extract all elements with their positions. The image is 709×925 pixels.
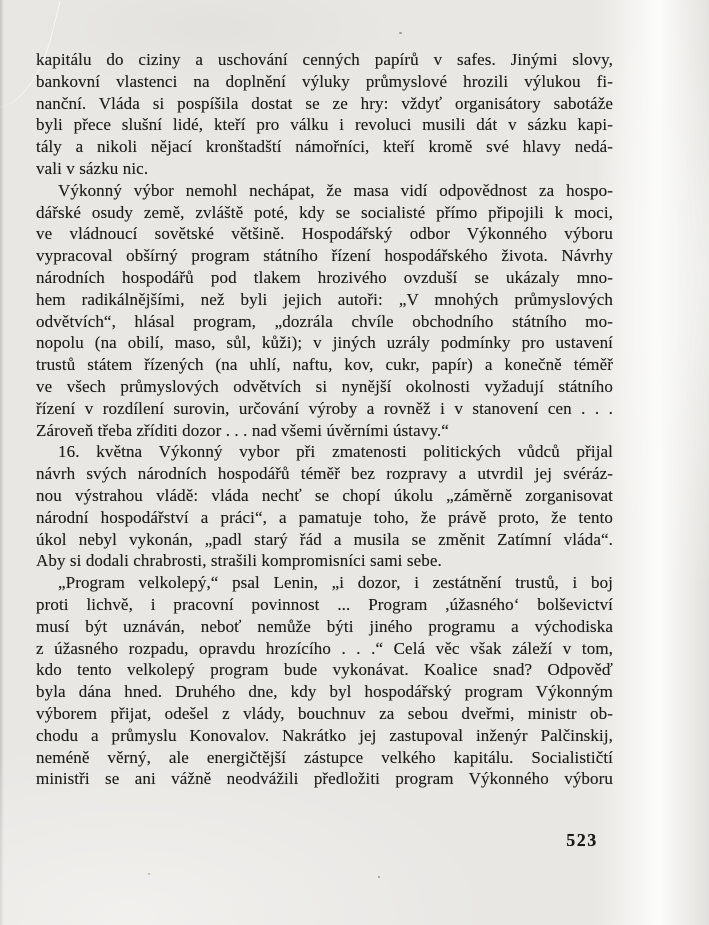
text-line: nou výstrahou vládě: vláda nechť se chopí úkolu „záměrně zorganisovat <box>36 485 613 505</box>
text-line: národní hospodářství a práci“, a pamatuje toho, že právě proto, že tento <box>36 507 613 527</box>
text-line: kdo tento velkolepý program bude vykonávat. Koalice snad? Odpověď <box>36 660 613 680</box>
text-line: Aby si dodali chrabrosti, strašili kompromisníci sami sebe. <box>36 551 442 571</box>
text-line: kapitálu do ciziny a uschování cenných papírů v safes. Jinými slovy, <box>36 50 613 69</box>
text-line: 16. května Výkonný vybor při zmatenosti politických vůdců přijal <box>58 442 613 462</box>
paper-speck <box>378 876 380 878</box>
text-line: proti lichvě, i pracovní povinnost ... Program ,úžasného‘ bolševictví <box>36 594 613 614</box>
text-line: dářské osudy země, zvláště poté, kdy se socialisté přímo připojili k moci, <box>36 202 613 222</box>
text-line: vali v sázku nic. <box>36 158 149 178</box>
paper-speck <box>148 873 150 875</box>
text-block <box>36 49 613 790</box>
text-line: trustů státem řízených (na uhlí, naftu, kov, cukr, papír) a konečně téměř <box>36 355 613 375</box>
text-line: odvětvích“, hlásal program, „dozrála chvíle obchodního státního mo- <box>36 311 613 331</box>
text-line: chodu a průmyslu Konovalov. Nakrátko jej zastupoval inženýr Palčinskij, <box>36 725 613 745</box>
paper-speck <box>399 32 402 34</box>
text-line: řízení v rozdílení surovin, určování výroby a rovněž i v stanovení cen . . . <box>36 398 613 418</box>
text-line: musí být uznáván, neboť nemůže býti jiného programu a východiska <box>36 616 613 636</box>
text-line: návrh svých národních hospodářů téměř bez rozpravy a utvrdil jej svéráz- <box>36 464 613 484</box>
text-line: nopolu (na obilí, maso, sůl, kůži); v jiných uzrály podmínky pro ustavení <box>36 333 613 353</box>
text-line: tály a nikoli nějací kronštadští námořníci, kteří kromě své hlavy nedá- <box>36 137 613 157</box>
text-line: výborem přijat, odešel z vlády, bouchnuv za sebou dveřmi, ministr ob- <box>36 703 613 723</box>
text-line: Zároveň třeba zříditi dozor . . . nad všemi úvěrními ústavy.“ <box>36 420 449 440</box>
text-line: bankovní vlastenci na doplnění výluky průmyslové hrozili výlukou fi- <box>36 71 613 91</box>
text-line: hem radikálnějšími, než byli jejich autoři: „V mnohých průmyslových <box>36 289 613 309</box>
text-line: neméně věrný, ale energičtější zástupce velkého kapitálu. Socialističtí <box>36 747 613 767</box>
text-line: Výkonný výbor nemohl nechápat, že masa vidí odpovědnost za hospo- <box>58 180 613 200</box>
text-line: nanční. Vláda si pospíšila dostat se ze hry: vždyť organisátory sabotáže <box>36 93 613 113</box>
text-line: národních hospodářů pod tlakem hrozivého ovzduší se ukázaly mno- <box>36 267 613 287</box>
text-line: ministři se ani vážně neodvážili předložiti program Výkonného výboru <box>36 769 613 789</box>
text-line: ve vládnoucí sovětské většině. Hospodářský odbor Výkonného výboru <box>36 224 613 244</box>
text-line: byli přece slušní lidé, kteří pro válku i revoluci musili dát v sázku kapi- <box>36 115 613 135</box>
text-line: „Program velkolepý,“ psal Lenin, „i dozor, i zestátnění trustů, i boj <box>58 573 613 593</box>
text-line: vypracoval obšírný program státního řízení hospodářského života. Návrhy <box>36 246 613 266</box>
page-number: 523 <box>566 830 598 850</box>
text-line: ve všech průmyslových odvětvích si nynější okolnosti vyžadují státního <box>36 376 613 396</box>
text-line: byla dána hned. Druhého dne, kdy byl hospodářský program Výkonným <box>36 682 613 702</box>
text-line: úkol nebyl vykonán, „padl starý řád a musila se změnit Zatímní vláda“. <box>36 529 613 549</box>
text-line: z úžasného rozpadu, opravdu hrozícího . . .“ Celá věc však záleží v tom, <box>36 638 613 658</box>
